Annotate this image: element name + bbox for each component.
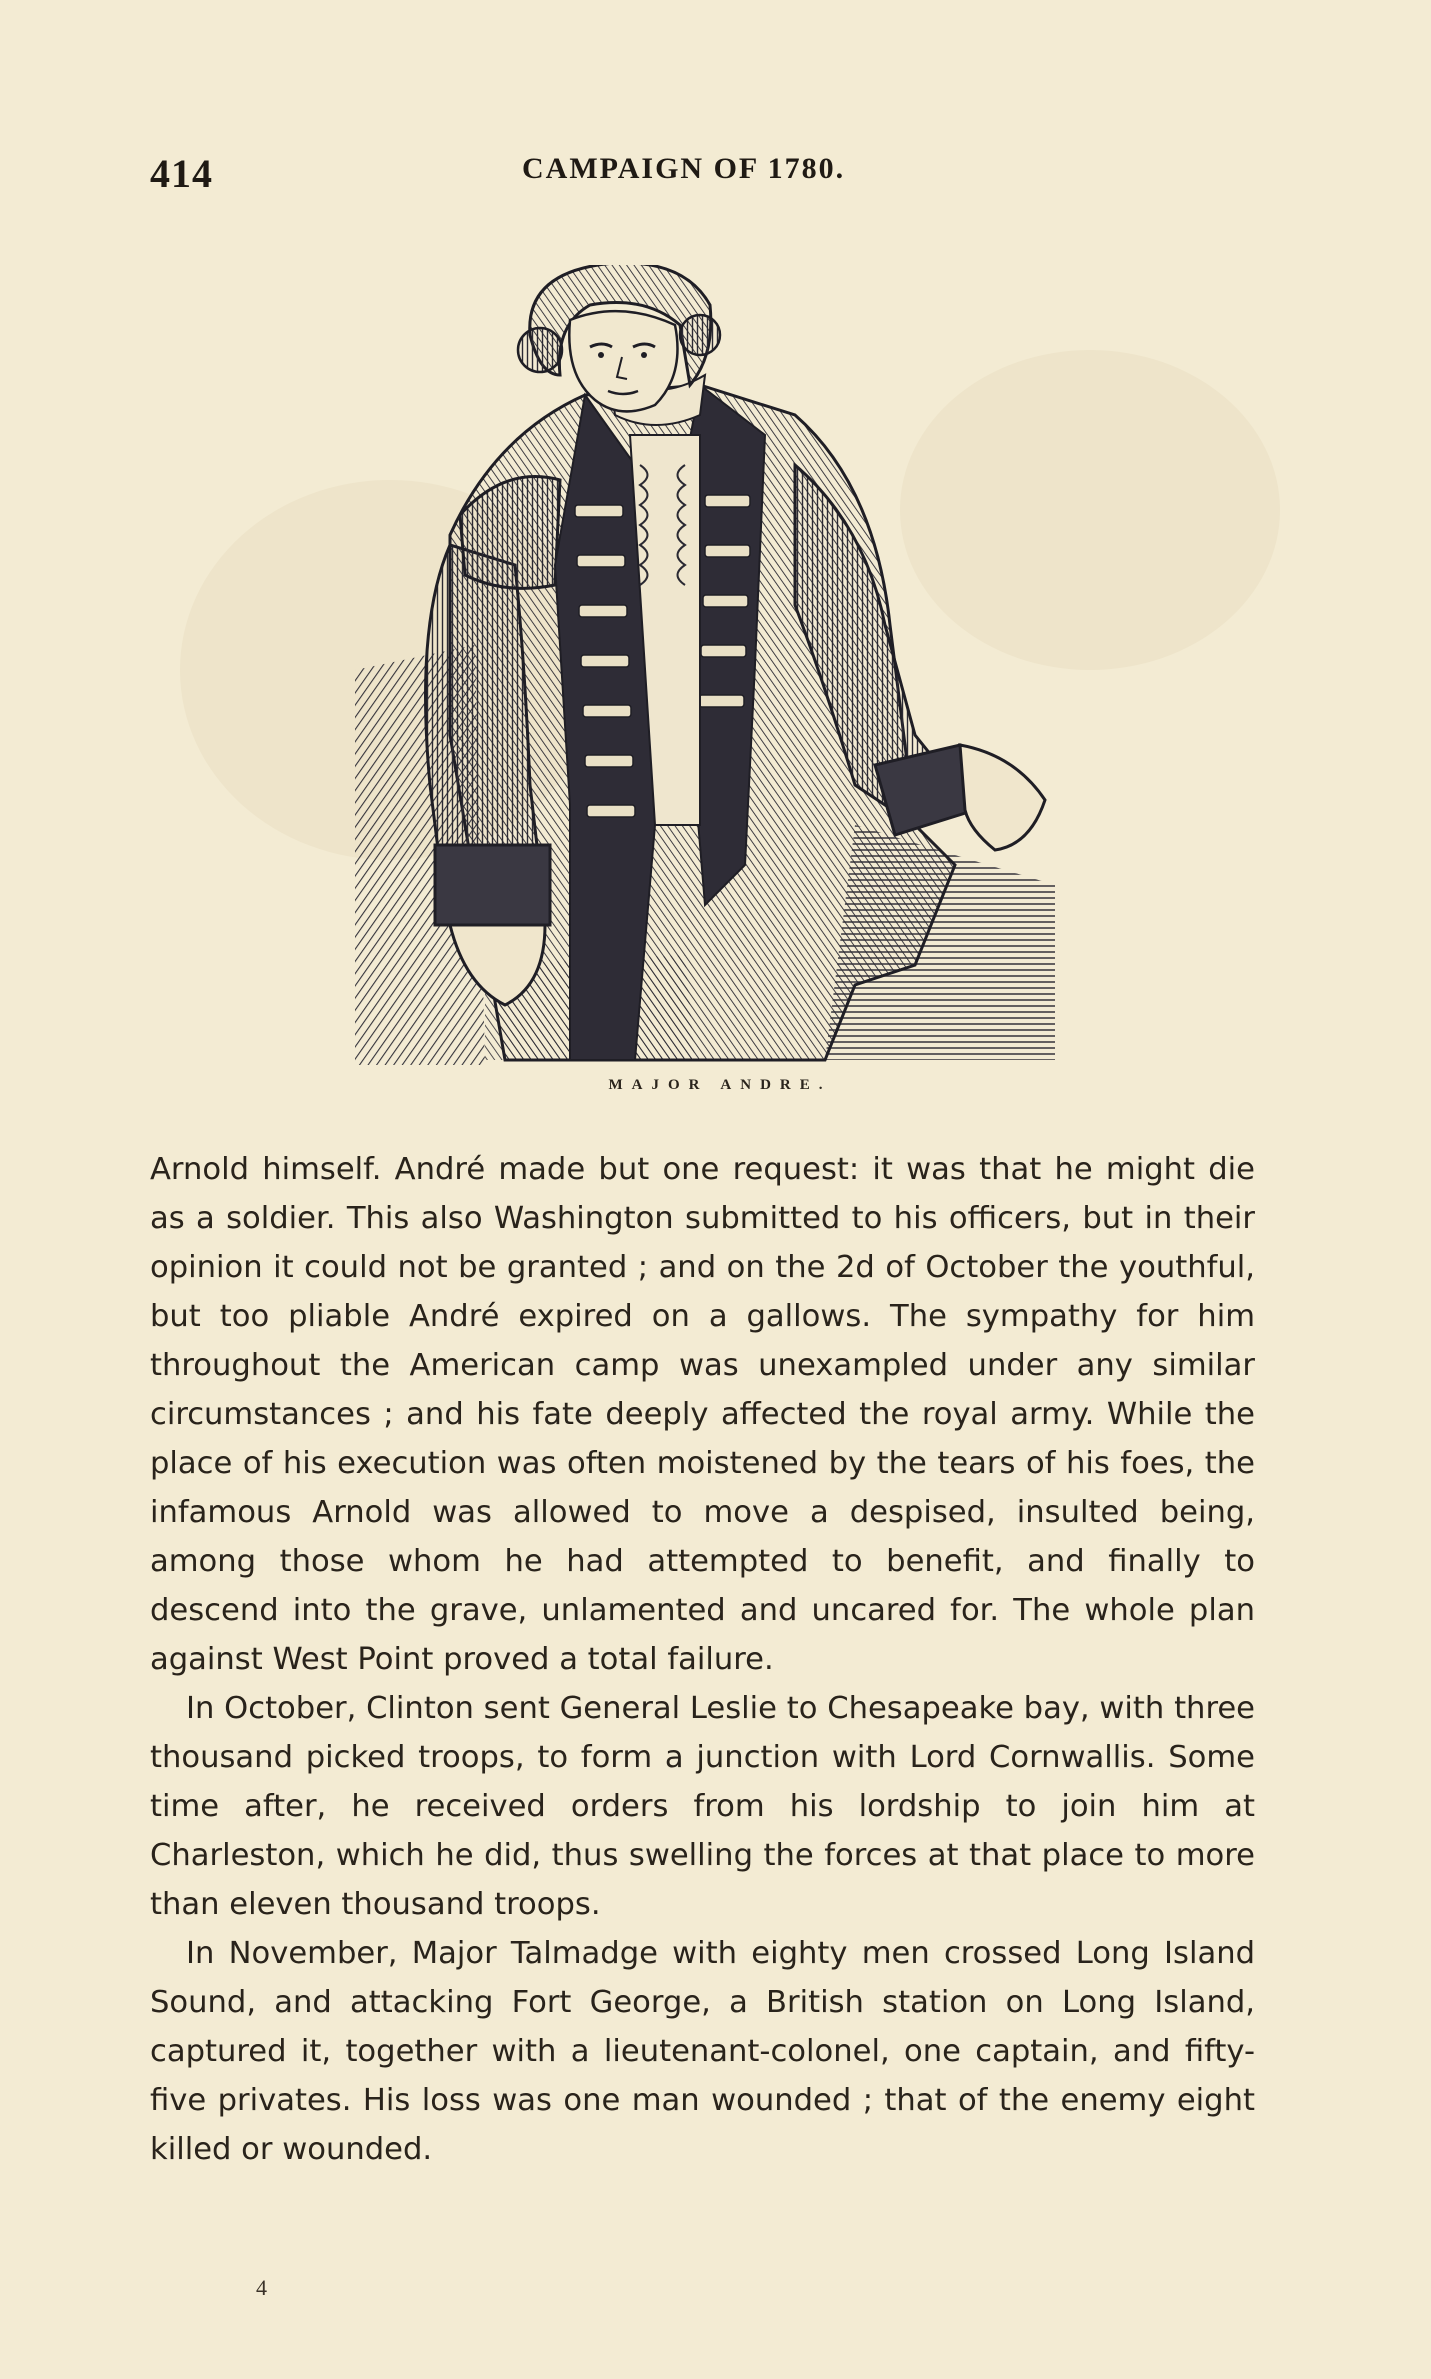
body-text — [150, 1145, 1255, 2174]
page-header — [150, 150, 1280, 200]
engraving-portrait — [355, 265, 1055, 1065]
paragraph: In October, Clinton sent General Leslie to Chesapeake bay, with three thousand picked troops, to form a junction with Lord Cornwallis. Some time after, he received orders from his lordship to join him at Charleston, which he did, thus swelling the forces at that place to more than eleven thousand troops. — [150, 1691, 1255, 1922]
figure-caption: MAJOR ANDRE. — [608, 1077, 832, 1093]
paragraph: In November, Major Talmadge with eighty men crossed Long Island Sound, and attacking Fort George, a British station on Long Island, captured it, together with a lieutenant-colonel, one captain, and fifty-five privates. His loss was one man wounded ; that of the enemy eight killed or wounded. — [150, 1936, 1255, 2167]
running-head: CAMPAIGN OF 1780. — [522, 152, 846, 185]
portrait-engraving-image — [355, 265, 1055, 1065]
paragraph: Arnold himself. André made but one request: it was that he might die as a soldier. This also Washington submitted to his officers, but in their opinion it could not be granted ; and on the 2d of October the youthful, but too pliable André expired on a gallows. The sympathy for him throughout the American camp was unexampled under any similar circumstances ; and his fate deeply affected the royal army. While the place of his execution was often moistened by the tears of his foes, the infamous Arnold was allowed to move a despised, insulted being, among those whom he had attempted to benefit, and finally to descend into the grave, unlamented and uncared for. The whole plan against West Point proved a total failure. — [150, 1152, 1255, 1677]
page-number: 414 — [150, 151, 213, 196]
signature-mark: 4 — [256, 2275, 267, 2300]
